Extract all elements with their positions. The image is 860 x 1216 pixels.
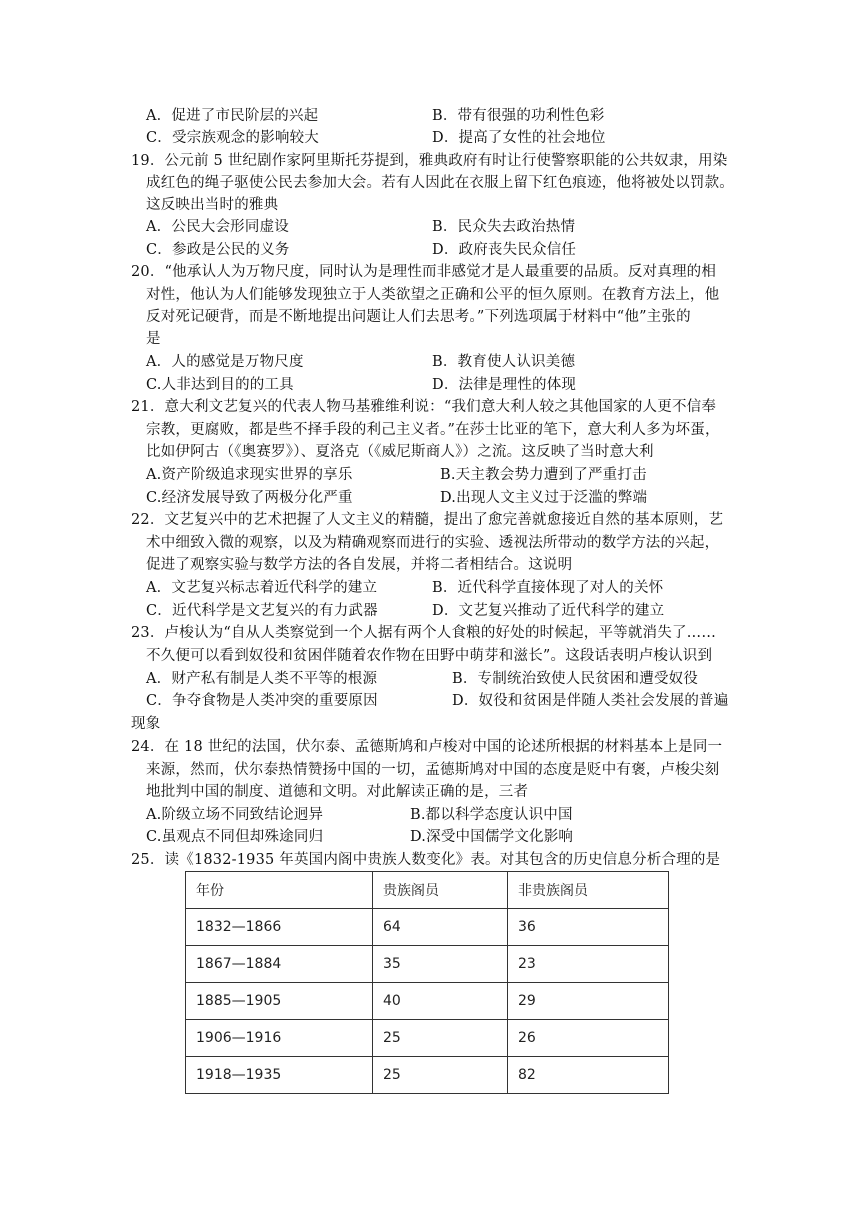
q22-stem-line: 22．文艺复兴中的艺术把握了人文主义的精髓，提出了愈完善就愈接近自然的基本原则，艺 xyxy=(131,512,724,528)
q24-option-c: C.虽观点不同但却殊途同归 xyxy=(146,829,324,845)
q23-option-d: D．奴役和贫困是伴随人类社会发展的普遍 xyxy=(452,693,729,709)
q22-option-d: D．文艺复兴推动了近代科学的建立 xyxy=(432,603,665,619)
table-header-cell: 非贵族阁员 xyxy=(508,872,669,909)
q23-stem-line: 23．卢梭认为“自从人类察觉到一个人据有两个人食粮的好处的时候起，平等就消失了…… xyxy=(131,625,717,641)
q22-option-c: C．近代科学是文艺复兴的有力武器 xyxy=(146,603,378,619)
q20-stem-line: 反对死记硬背，而是不断地提出问题让人们去思考。”下列选项属于材料中“他”主张的 xyxy=(146,309,691,325)
table-header-cell: 年份 xyxy=(186,872,373,909)
q23-stem-line: 不久便可以看到奴役和贫困伴随着农作物在田野中萌芽和滋长”。这段话表明卢梭认识到 xyxy=(146,648,713,664)
q24-stem-line: 来源，然而，伏尔泰热情赞扬中国的一切，孟德斯鸠对中国的态度是贬中有褒，卢梭尖刻 xyxy=(146,762,720,778)
table-cell: 1918—1935 xyxy=(186,1057,373,1094)
q19-stem-line: 19．公元前 5 世纪剧作家阿里斯托芬提到，雅典政府有时让行使警察职能的公共奴隶，用染 xyxy=(131,153,728,169)
table-cell: 1867—1884 xyxy=(186,946,373,983)
q18-option-d: D．提高了女性的社会地位 xyxy=(432,130,606,146)
q20-option-d: D．法律是理性的体现 xyxy=(432,377,577,393)
q21-stem-line: 21．意大利文艺复兴的代表人物马基雅维利说：“我们意大利人较之其他国家的人更不信奉 xyxy=(131,399,717,415)
table-cell: 25 xyxy=(373,1020,508,1057)
table-cell: 40 xyxy=(373,983,508,1020)
q18-option-a: A．促进了市民阶层的兴起 xyxy=(146,108,319,124)
q23-option-b: B．专制统治致使人民贫困和遭受奴役 xyxy=(452,671,699,687)
table-cell: 29 xyxy=(508,983,669,1020)
q20-option-b: B．教育使人认识美德 xyxy=(432,354,576,370)
q19-stem-line: 这反映出当时的雅典 xyxy=(146,197,279,213)
table-cell: 64 xyxy=(373,909,508,946)
table-row xyxy=(186,983,669,1020)
q20-option-a: A．人的感觉是万物尺度 xyxy=(146,354,304,370)
table-cell: 1906—1916 xyxy=(186,1020,373,1057)
cabinet-nobility-table xyxy=(185,871,669,1094)
q21-option-b: B.天主教会势力遭到了严重打击 xyxy=(440,467,647,483)
q19-option-c: C．参政是公民的义务 xyxy=(146,242,290,258)
q21-stem-line: 宗教，更腐败，都是些不择手段的利己主义者。”在莎士比亚的笔下，意大利人多为坏蛋， xyxy=(146,422,720,438)
table-cell: 23 xyxy=(508,946,669,983)
q22-stem-line: 促进了观察实验与数学方法的各自发展，并将二者相结合。这说明 xyxy=(146,557,573,573)
q23-option-a: A．财产私有制是人类不平等的根源 xyxy=(146,671,378,687)
q20-stem-line: 对性，他认为人们能够发现独立于人类欲望之正确和公平的恒久原则。在教育方法上，他 xyxy=(146,287,720,303)
q24-stem-line: 地批判中国的制度、道德和文明。对此解读正确的是，三者 xyxy=(146,784,529,800)
q23-option-d-continued: 现象 xyxy=(131,716,161,732)
q21-stem-line: 比如伊阿古（《奥赛罗》）、夏洛克（《威尼斯商人》）之流。这反映了当时意大利 xyxy=(146,444,654,460)
table-row xyxy=(186,1057,669,1094)
q23-option-c: C．争夺食物是人类冲突的重要原因 xyxy=(146,693,378,709)
q18-option-c: C．受宗族观念的影响较大 xyxy=(146,130,319,146)
q24-stem-line: 24．在 18 世纪的法国，伏尔泰、孟德斯鸠和卢梭对中国的论述所根据的材料基本上是同一 xyxy=(131,739,723,755)
q20-option-c: C.人非达到目的的工具 xyxy=(146,377,294,393)
table-row xyxy=(186,946,669,983)
q22-stem-line: 术中细致入微的观察，以及为精确观察而进行的实验、透视法所带动的数学方法的兴起， xyxy=(146,535,720,551)
q25-stem-line: 25．读《1832-1935 年英国内阁中贵族人数变化》表。对其包含的历史信息分析合理的是 xyxy=(131,852,721,868)
q20-stem-line: 是 xyxy=(146,331,161,347)
table-header-cell: 贵族阁员 xyxy=(373,872,508,909)
q19-stem-line: 成红色的绳子驱使公民去参加大会。若有人因此在衣服上留下红色痕迹，他将被处以罚款。 xyxy=(146,175,734,191)
table-header-row xyxy=(186,872,669,909)
table-cell: 36 xyxy=(508,909,669,946)
q22-option-b: B．近代科学直接体现了对人的关怀 xyxy=(432,580,664,596)
q24-option-a: A.阶级立场不同致结论迥异 xyxy=(146,807,324,823)
table-cell: 25 xyxy=(373,1057,508,1094)
q21-option-c: C.经济发展导致了两极分化严重 xyxy=(146,490,353,506)
q24-option-b: B.都以科学态度认识中国 xyxy=(410,807,573,823)
q19-option-d: D．政府丧失民众信任 xyxy=(432,242,577,258)
table-row xyxy=(186,909,669,946)
table-cell: 82 xyxy=(508,1057,669,1094)
table-row xyxy=(186,1020,669,1057)
q22-option-a: A．文艺复兴标志着近代科学的建立 xyxy=(146,580,378,596)
table-cell: 26 xyxy=(508,1020,669,1057)
q20-stem-line: 20．“他承认人为万物尺度，同时认为是理性而非感觉才是人最重要的品质。反对真理的相 xyxy=(131,264,717,280)
table-cell: 1885—1905 xyxy=(186,983,373,1020)
q19-option-a: A．公民大会形同虚设 xyxy=(146,219,289,235)
q19-option-b: B．民众失去政治热情 xyxy=(432,219,576,235)
table-cell: 35 xyxy=(373,946,508,983)
q18-option-b: B．带有很强的功利性色彩 xyxy=(432,108,605,124)
table-cell: 1832—1866 xyxy=(186,909,373,946)
q21-option-d: D.出现人文主义过于泛滥的弊端 xyxy=(440,490,648,506)
q21-option-a: A.资产阶级追求现实世界的享乐 xyxy=(146,467,353,483)
q24-option-d: D.深受中国儒学文化影响 xyxy=(410,829,574,845)
